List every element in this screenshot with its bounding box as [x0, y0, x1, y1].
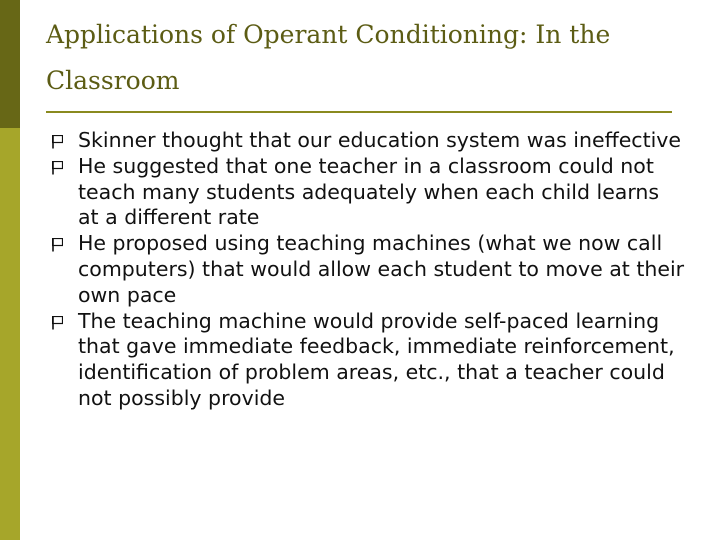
bullet-item: [46, 154, 686, 231]
bullet-text: Skinner thought that our education system was ineffective: [78, 128, 682, 152]
title-divider: [46, 111, 672, 113]
bullet-item: [46, 231, 686, 308]
bullet-list: [46, 128, 686, 412]
bullet-text: He proposed using teaching machines (what we now call computers) that would allow each student to move at their own pace: [78, 231, 685, 307]
bullet-text: He suggested that one teacher in a classroom could not teach many students adequately when each child learns at a different rate: [78, 153, 660, 230]
pilcrow-bullet-icon: [52, 135, 63, 149]
bullet-item: [46, 128, 686, 154]
bullet-item: [46, 309, 686, 412]
slide-title: Applications of Operant Conditioning: In the Classroom: [46, 20, 611, 95]
pilcrow-bullet-icon: [52, 161, 63, 175]
bullet-text: The teaching machine would provide self-paced learning that gave immediate feedback, immediate reinforcement, identification of problem areas, etc., that a teacher could not possibly provide: [78, 308, 675, 410]
left-accent-bar-dark: [0, 0, 20, 128]
pilcrow-bullet-icon: [52, 238, 63, 252]
pilcrow-bullet-icon: [52, 316, 63, 330]
left-accent-bar-light: [0, 128, 20, 540]
